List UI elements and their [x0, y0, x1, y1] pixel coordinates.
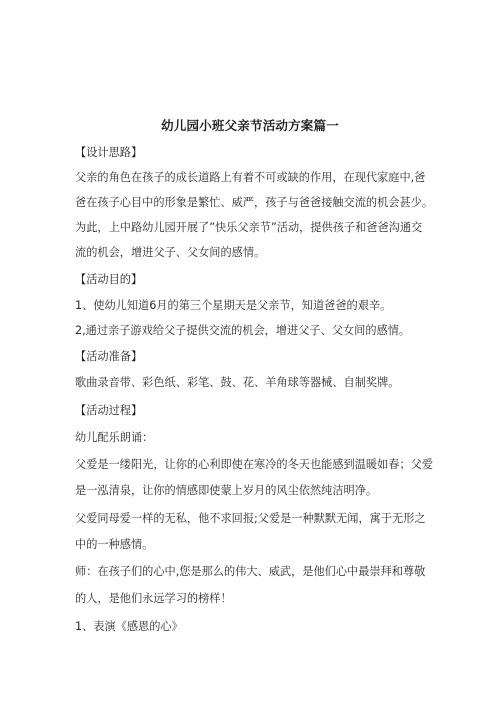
- section-heading-design: 【设计思路】: [75, 146, 143, 159]
- paragraph-line: 2,通过亲子游戏给父子提供交流的机会，增进父子、父女间的感情。: [75, 324, 411, 337]
- section-heading-process: 【活动过程】: [75, 404, 143, 417]
- section-heading-prep: 【活动准备】: [75, 350, 143, 363]
- paragraph-line: 父亲的角色在孩子的成长道路上有着不可或缺的作用，在现代家庭中,爸: [75, 171, 426, 184]
- paragraph-line: 的人，是他们永远学习的榜样！: [75, 592, 232, 605]
- paragraph-line: 父爱是一缕阳光，让你的心利即使在寒冷的冬天也能感到温暖如春；父爱: [75, 458, 434, 471]
- paragraph-line: 歌曲录音带、彩色纸、彩笔、鼓、花、羊角球等器械、自制奖牌。: [75, 376, 400, 389]
- paragraph-line: 师：在孩子们的心中,您是那么的伟大、威武，是他们心中最崇拜和尊敬: [75, 565, 426, 578]
- document-title: 幼儿园小班父亲节活动方案篇一: [161, 118, 339, 133]
- paragraph-line: 1、表演《感恩的心》: [75, 620, 183, 633]
- paragraph-line: 为此，上中路幼儿园开展了”快乐父亲节”活动，提供孩子和爸爸沟通交: [75, 221, 423, 234]
- paragraph-line: 爸在孩子心目中的形象是繁忙、威严，孩子与爸爸接触交流的机会甚少。: [75, 196, 434, 209]
- section-heading-goal: 【活动目的】: [75, 273, 143, 286]
- paragraph-line: 父爱同母爱一样的无私，他不求回报;父爱是一种默默无闻，寓于无形之: [75, 512, 426, 525]
- paragraph-line: 1、使幼儿知道6月的第三个星期天是父亲节，知道爸爸的艰辛。: [75, 299, 392, 312]
- paragraph-line: 流的机会，增进父子、父女间的感情。: [75, 246, 266, 259]
- paragraph-line: 中的一种感情。: [75, 538, 154, 551]
- paragraph-line: 是一泓清泉，让你的情感即使蒙上岁月的风尘依然纯洁明净。: [75, 484, 378, 497]
- paragraph-line: 幼儿配乐朗诵：: [75, 431, 154, 444]
